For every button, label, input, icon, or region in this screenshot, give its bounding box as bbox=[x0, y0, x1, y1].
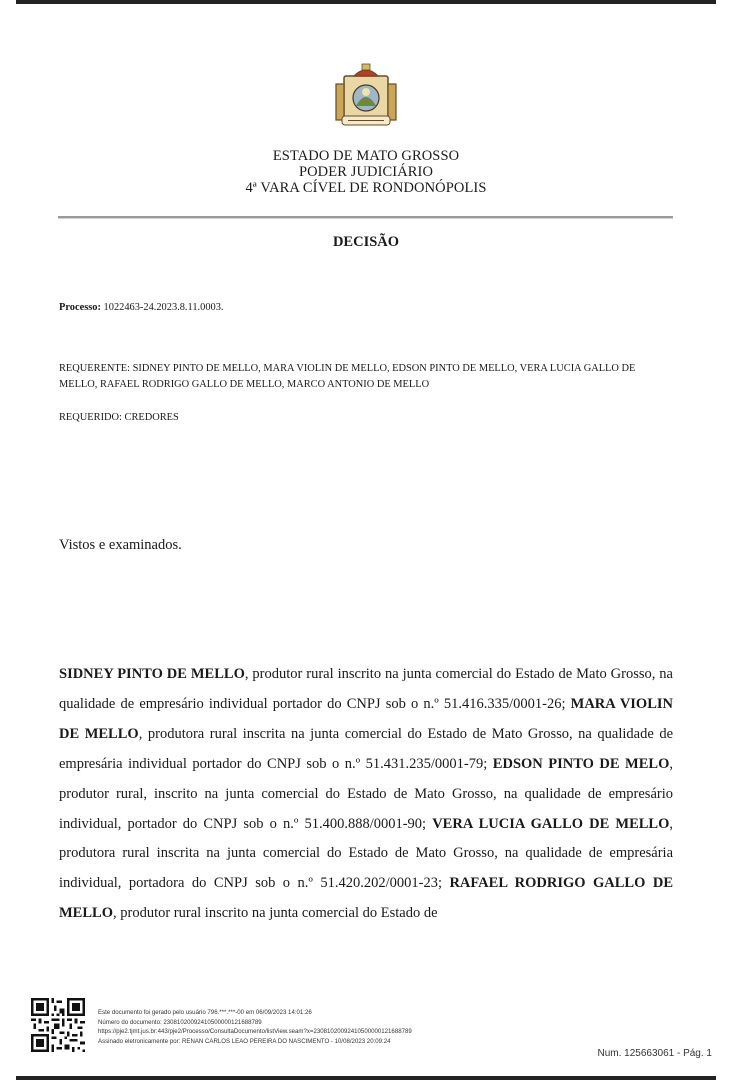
defendants: REQUERIDO: CREDORES bbox=[59, 412, 179, 423]
process-label: Processo: bbox=[59, 302, 101, 313]
header-state: ESTADO DE MATO GROSSO bbox=[272, 148, 460, 164]
party-name: VERA LUCIA GALLO DE MELLO bbox=[432, 815, 670, 832]
party-description: , produtor rural inscrito na junta comercial do Estado de Mato Grosso, na qualidade de empresário individual portador do CNPJ sob o n.º 51.416.335/0001-26; bbox=[59, 666, 673, 712]
party-name: RAFAEL RODRIGO GALLO DE MELLO bbox=[59, 875, 673, 922]
coat-of-arms-icon bbox=[334, 62, 398, 130]
party-description: , produtor rural, inscrito na junta comercial do Estado de Mato Grosso, na qualidade de empresário individual, portador do CNPJ sob o n.º 51.400.888/0001-90; bbox=[59, 755, 673, 832]
footer-document-number: Número do documento: 23081020092410500000121688789 bbox=[98, 1018, 262, 1026]
process-number bbox=[59, 300, 224, 316]
footer-generated-by: Este documento foi gerado pelo usuário 796.***.***-00 em 06/09/2023 14:01:26 bbox=[98, 1009, 312, 1016]
document-authentication-info bbox=[98, 1008, 412, 1046]
document-title: DECISÃO bbox=[332, 234, 400, 250]
footer-url: https://pje2.tjmt.jus.br:443/pje2/Processo/ConsultaDocumento/listView.seam?x=23081020092410500000121688789 bbox=[98, 1028, 412, 1036]
party-description: , produtora rural inscrita na junta comercial do Estado de Mato Grosso, na qualidade de empresária individual portador do CNPJ sob o n.º 51.431.235/0001-79; bbox=[59, 725, 674, 772]
party-description: , produtora rural inscrita na junta comercial do Estado de Mato Grosso, na qualidade de empresária individual, portadora do CNPJ sob o n.º 51.420.202/0001-23; bbox=[59, 815, 673, 892]
header-judiciary: PODER JUDICIÁRIO bbox=[298, 164, 434, 180]
party-name: MARA VIOLIN DE MELLO bbox=[59, 695, 673, 742]
page-number: Num. 125663061 - Pág. 1 bbox=[597, 1048, 712, 1059]
court-header bbox=[0, 148, 732, 196]
header-court: 4ª VARA CÍVEL DE RONDONÓPOLIS bbox=[245, 180, 487, 196]
party-name: SIDNEY PINTO DE MELLO bbox=[59, 666, 245, 682]
party-name: EDSON PINTO DE MELO bbox=[492, 755, 670, 772]
process-value: 1022463-24.2023.8.11.0003. bbox=[103, 302, 224, 313]
footer-signature: Assinado eletronicamente por: RENAN CARLOS LEAO PEREIRA DO NASCIMENTO - 10/08/2023 20:09:24 bbox=[98, 1037, 391, 1045]
header-divider bbox=[58, 216, 673, 219]
party-description: , produtor rural inscrito na junta comercial do Estado de bbox=[112, 905, 438, 922]
top-border bbox=[16, 0, 716, 4]
qr-code-icon bbox=[31, 998, 85, 1052]
plaintiffs: REQUERENTE: SIDNEY PINTO DE MELLO, MARA VIOLIN DE MELLO, EDSON PINTO DE MELLO, VERA LUCIA GALLO DE MELLO, RAFAEL RODRIGO GALLO DE MELLO, MARCO ANTONIO DE MELLO bbox=[59, 363, 636, 390]
decision-body bbox=[59, 660, 673, 929]
bottom-border bbox=[16, 1076, 716, 1080]
opening-statement: Vistos e examinados. bbox=[59, 537, 182, 553]
